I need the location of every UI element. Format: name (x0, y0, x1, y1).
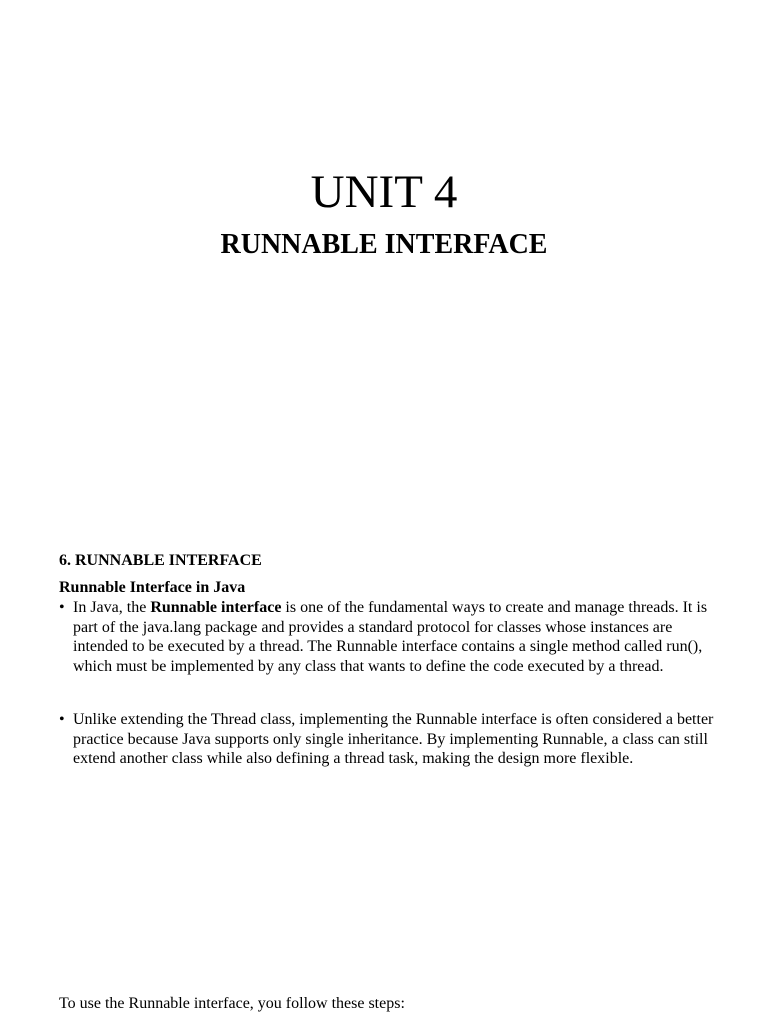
bullet-text-prefix: In Java, the (73, 599, 151, 616)
bullet-marker: • (59, 599, 65, 616)
bullet-item (59, 598, 719, 676)
steps-intro: To use the Runnable interface, you follow these steps: (59, 995, 405, 1012)
bullet-text-bold: Runnable interface (150, 599, 282, 616)
bullet-item (59, 710, 719, 769)
bullet-text (73, 710, 719, 769)
bullet-text-rest: is one of the fundamental ways to create and manage threads. It is part of the java.lang package and provides a standard protocol for classes whose instances are intended to be executed by a thread. The Runnable interface contains a single method called run(), which must be implemented by any class that wants to define the code executed by a thread. (73, 599, 708, 675)
sub-heading: Runnable Interface in Java (59, 579, 246, 596)
section-heading: 6. RUNNABLE INTERFACE (59, 552, 262, 569)
bullet-marker: • (59, 711, 65, 728)
bullet-text-rest: Unlike extending the Thread class, implementing the Runnable interface is often considered a better practice because Java supports only single inheritance. By implementing Runnable, a class can still extend another class while also defining a thread task, making the design more flexible. (73, 711, 714, 767)
document-subtitle: RUNNABLE INTERFACE (220, 229, 548, 260)
bullet-text (73, 598, 719, 676)
unit-title: UNIT 4 (310, 166, 458, 218)
